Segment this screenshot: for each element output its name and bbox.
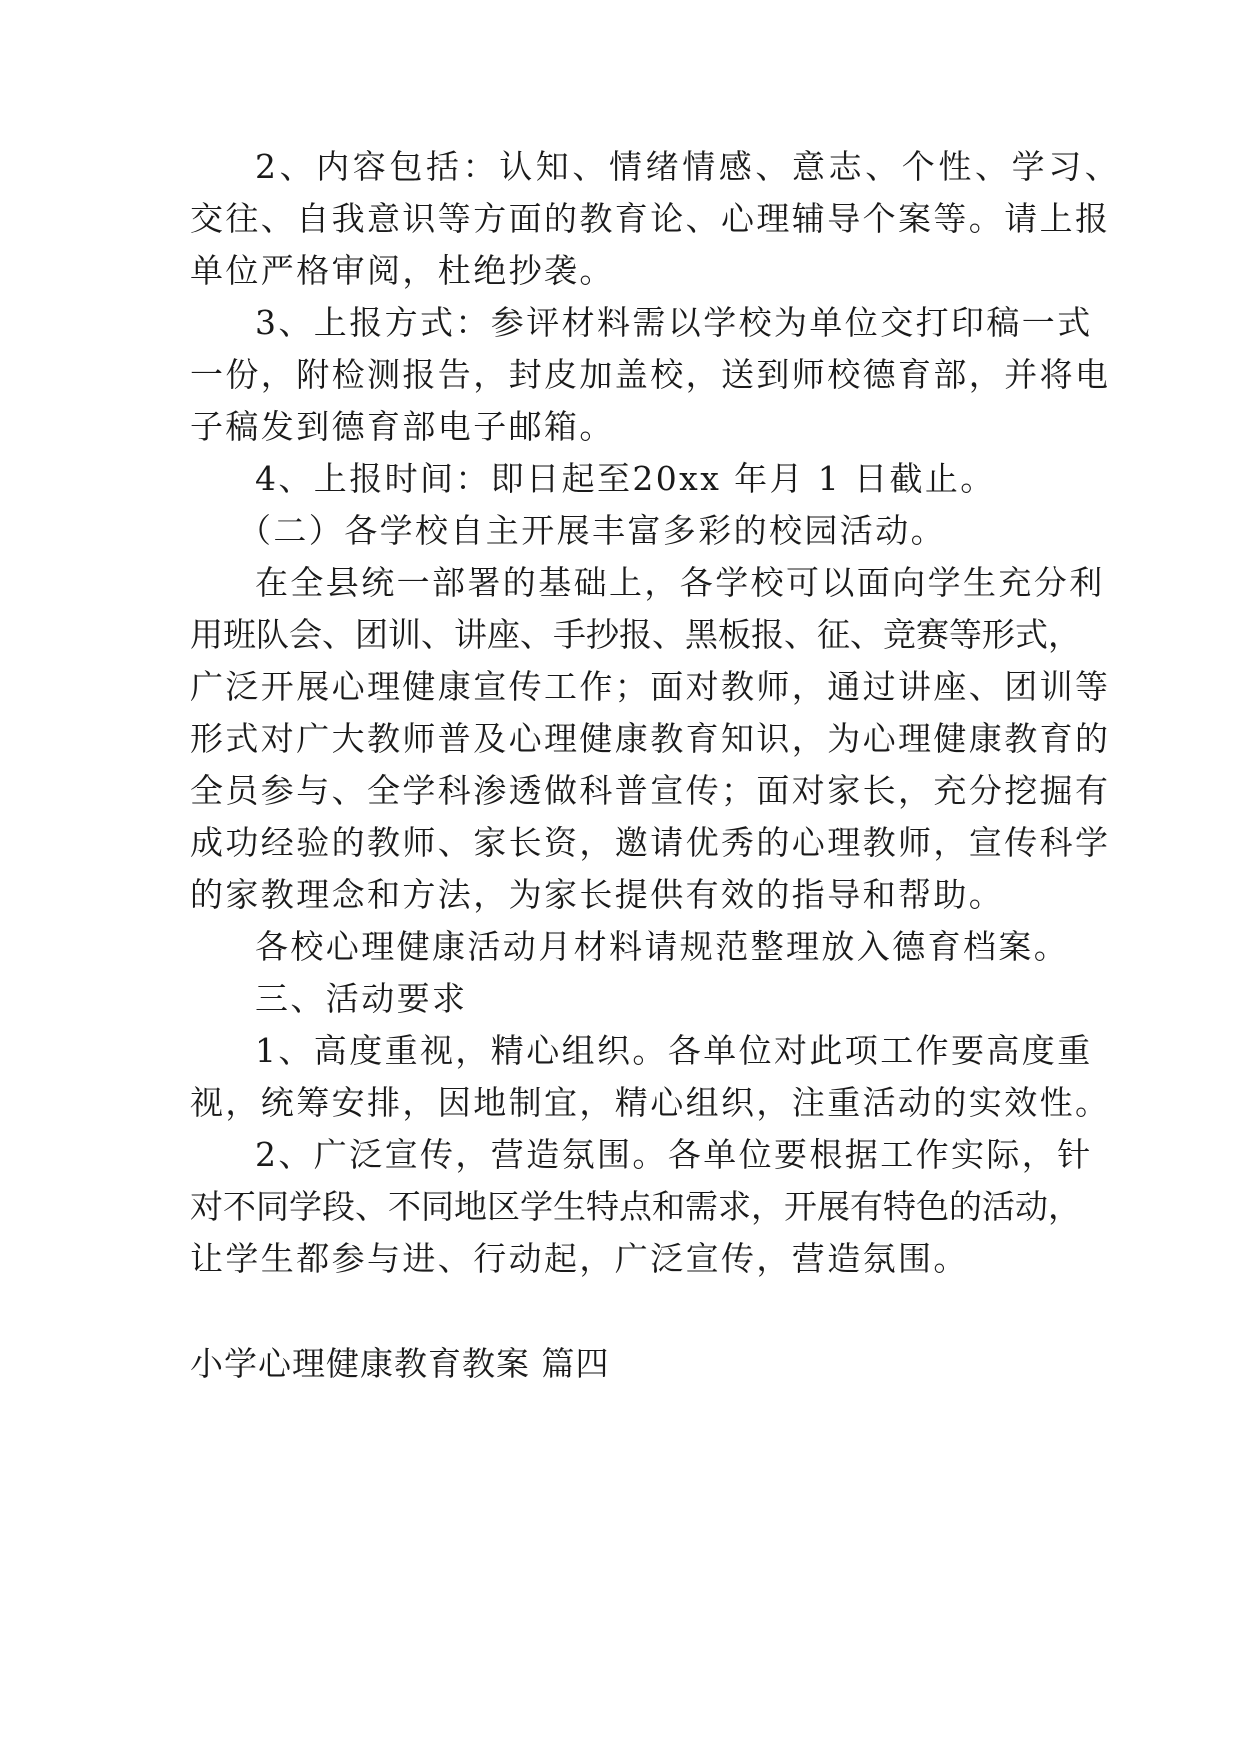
paragraph-line: 形式对广大教师普及心理健康教育知识，为心理健康教育的 <box>190 719 1111 758</box>
paragraph-line: 用班队会、团训、讲座、手抄报、黑板报、征、竞赛等形式， <box>190 615 1081 654</box>
paragraph-line: 广泛开展心理健康宣传工作；面对教师，通过讲座、团训等 <box>190 667 1111 706</box>
paragraph-line: 3、上报方式：参评材料需以学校为单位交打印稿一式 <box>255 303 1093 342</box>
paragraph-line: 各校心理健康活动月材料请规范整理放入德育档案。 <box>255 927 1070 966</box>
paragraph-line: （二）各学校自主开展丰富多彩的校园活动。 <box>238 511 946 550</box>
section-heading: 三、活动要求 <box>255 979 468 1018</box>
paragraph-line: 2、内容包括：认知、情绪情感、意志、个性、学习、 <box>255 147 1122 186</box>
paragraph-line: 子稿发到德育部电子邮箱。 <box>190 407 615 446</box>
paragraph-line: 4、上报时间：即日起至20xx 年月 1 日截止。 <box>255 459 996 498</box>
paragraph-line: 在全县统一部署的基础上，各学校可以面向学生充分利 <box>255 563 1105 602</box>
paragraph-line: 交往、自我意识等方面的教育论、心理辅导个案等。请上报 <box>190 199 1111 238</box>
paragraph-line: 对不同学段、不同地区学生特点和需求，开展有特色的活动， <box>190 1187 1081 1226</box>
paragraph-line: 让学生都参与进、行动起，广泛宣传，营造氛围。 <box>190 1239 969 1278</box>
paragraph-line: 视，统筹安排，因地制宜，精心组织，注重活动的实效性。 <box>190 1083 1111 1122</box>
paragraph-line: 的家教理念和方法，为家长提供有效的指导和帮助。 <box>190 875 1005 914</box>
section-title: 小学心理健康教育教案 篇四 <box>190 1344 610 1383</box>
paragraph-line: 2、广泛宣传，营造氛围。各单位要根据工作实际，针 <box>255 1135 1093 1174</box>
paragraph-line: 全员参与、全学科渗透做科普宣传；面对家长，充分挖掘有 <box>190 771 1111 810</box>
paragraph-line: 1、高度重视，精心组织。各单位对此项工作要高度重 <box>255 1031 1093 1070</box>
paragraph-line: 成功经验的教师、家长资，邀请优秀的心理教师，宣传科学 <box>190 823 1111 862</box>
paragraph-line: 单位严格审阅，杜绝抄袭。 <box>190 251 615 290</box>
paragraph-line: 一份，附检测报告，封皮加盖校，送到师校德育部，并将电 <box>190 355 1111 394</box>
